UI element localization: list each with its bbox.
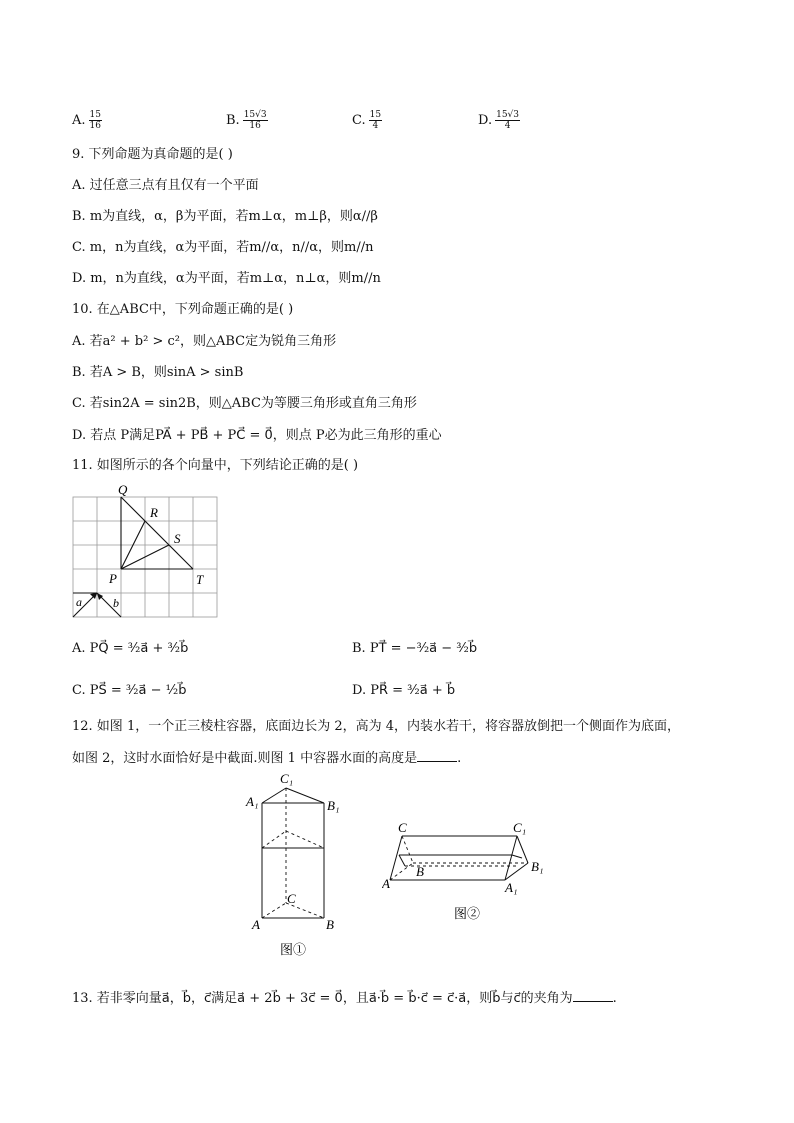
q11-vector-grid-figure — [70, 482, 222, 624]
answer-blank[interactable] — [573, 989, 613, 1002]
fraction: $\frac{15√3}{16}$ — [243, 110, 267, 131]
q10-option-a[interactable]: A. 若a² + b² > c²，则△ABC定为锐角三角形 — [72, 334, 337, 349]
q9-stem: 9. 下列命题为真命题的是( ) — [72, 147, 233, 162]
label-b: b — [113, 596, 119, 610]
q12-figure-1-prism-upright — [240, 768, 350, 960]
label-c1: C₁ — [280, 771, 294, 786]
label-c1: C₁ — [513, 820, 527, 835]
label-a1: A₁ — [246, 794, 259, 809]
q11-option-b[interactable]: B. PT⃗ = −³⁄₂a⃗ − ³⁄₂b⃗ — [352, 641, 478, 656]
q10-stem: 10. 在△ABC中，下列命题正确的是( ) — [72, 302, 294, 317]
q13-text: 13. 若非零向量a⃗，b⃗，c⃗满足a⃗ + 2b⃗ + 3c⃗ = 0⃗，且a⃗·b⃗ = b⃗·c⃗ = c⃗·a⃗，则b⃗与c⃗的夹角为 . — [72, 991, 617, 1006]
label-q: Q — [118, 482, 128, 497]
q11-option-a[interactable]: A. PQ⃗ = ³⁄₂a⃗ + ³⁄₂b⃗ — [72, 641, 189, 656]
fraction: $\frac{15}{16}$ — [89, 110, 101, 131]
q11-stem: 11. 如图所示的各个向量中，下列结论正确的是( ) — [72, 458, 359, 473]
q12-figure-2-prism-lying — [382, 818, 552, 928]
label-t: T — [196, 572, 204, 587]
label-a: A — [252, 917, 260, 932]
label-b1: B₁ — [327, 798, 340, 813]
fraction: $\frac{15}{4}$ — [369, 110, 382, 131]
fraction: $\frac{15√3}{4}$ — [496, 110, 520, 131]
label-a: a — [76, 595, 82, 609]
label-b: B — [326, 917, 334, 932]
q11-option-c[interactable]: C. PS⃗ = ³⁄₂a⃗ − ¹⁄₂b⃗ — [72, 683, 187, 698]
q10-option-d[interactable]: D. 若点 P满足PA⃗ + PB⃗ + PC⃗ = 0⃗，则点 P必为此三角形的重心 — [72, 428, 442, 443]
label-p: P — [109, 571, 117, 586]
q9-option-b[interactable]: B. m为直线，α，β为平面，若m⊥α，m⊥β，则α//β — [72, 209, 378, 224]
q10-option-b[interactable]: B. 若A > B，则sinA > sinB — [72, 365, 244, 380]
label-a1: A₁ — [505, 880, 518, 895]
q12-line-2: 如图 2，这时水面恰好是中截面.则图 1 中容器水面的高度是 . — [72, 751, 462, 766]
triangle-vectors — [73, 497, 193, 617]
label-c: C — [287, 891, 296, 906]
q8-option-a[interactable]: A. $\frac{15}{16}$ — [72, 110, 101, 131]
q9-option-a[interactable]: A. 过任意三点有且仅有一个平面 — [72, 178, 259, 193]
arrowheads — [90, 593, 103, 600]
figure-1-caption: 图① — [280, 942, 307, 957]
label-a: A — [382, 876, 390, 891]
label-b: B — [416, 864, 424, 879]
q8-option-c[interactable]: C. $\frac{15}{4}$ — [352, 110, 382, 131]
q11-option-d[interactable]: D. PR⃗ = ³⁄₂a⃗ + b⃗ — [352, 683, 456, 698]
q8-option-d[interactable]: D. $\frac{15√3}{4}$ — [478, 110, 520, 131]
figure-2-caption: 图② — [454, 906, 481, 921]
label-b1: B₁ — [531, 859, 544, 874]
q9-option-d[interactable]: D. m，n为直线，α为平面，若m⊥α，n⊥α，则m//n — [72, 271, 381, 286]
label-r: R — [150, 505, 158, 520]
answer-blank[interactable] — [417, 749, 457, 762]
q10-option-c[interactable]: C. 若sin2A = sin2B，则△ABC为等腰三角形或直角三角形 — [72, 396, 417, 411]
label-s: S — [174, 531, 181, 546]
q12-line-1: 12. 如图 1，一个正三棱柱容器，底面边长为 2，高为 4，内装水若干，将容器放倒把一个侧面作为底面， — [72, 719, 681, 734]
label-c: C — [398, 820, 407, 835]
q8-option-b[interactable]: B. $\frac{15√3}{16}$ — [226, 110, 267, 131]
q9-option-c[interactable]: C. m，n为直线，α为平面，若m//α，n//α，则m//n — [72, 240, 374, 255]
